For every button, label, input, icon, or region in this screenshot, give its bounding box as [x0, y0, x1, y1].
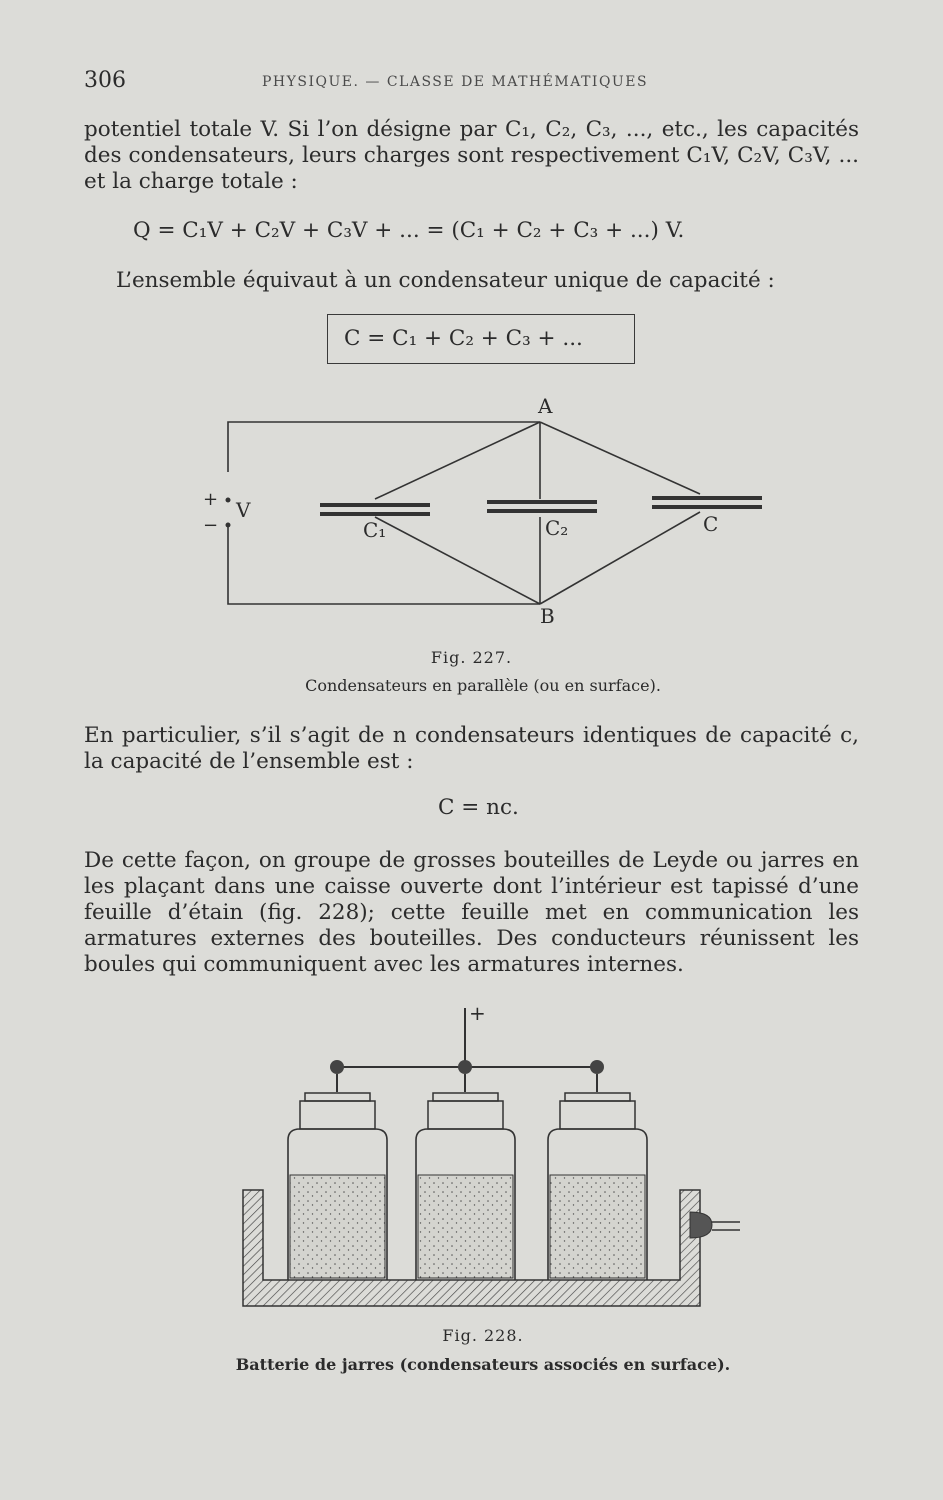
equivalence-sentence: L’ensemble équivaut à un condensateur unique de capacité : [116, 268, 775, 293]
particular-paragraph: En particulier, s’il s’agit de n condensateurs identiques de capacité c, la capacité de l’ensemble est : [84, 723, 859, 774]
leyde-jar-2 [416, 1060, 515, 1280]
running-title: PHYSIQUE. — CLASSE DE MATHÉMATIQUES [262, 74, 649, 90]
wire-c1-b [375, 517, 540, 604]
leyde-jar-1 [288, 1060, 387, 1280]
capacitor-c1-label: C₁ [363, 518, 387, 542]
capacitor-c3-label: C [703, 512, 719, 536]
leyde-jar-3 [548, 1060, 647, 1280]
equation-charge: Q = C₁V + C₂V + C₃V + ... = (C₁ + C₂ + C₃ + ...) V. [133, 218, 685, 243]
figure-227-title: Fig. 227. [430, 648, 513, 667]
figure-228-diagram [0, 1000, 943, 1320]
equation-n: C = nc. [438, 795, 519, 820]
wire-a-c1 [375, 422, 540, 499]
wire-top [228, 422, 540, 472]
terminal-plus [226, 498, 231, 503]
positive-label: + [469, 1001, 486, 1025]
terminal-minus [226, 523, 231, 528]
external-terminal [690, 1212, 712, 1238]
figure-228-caption: Batterie de jarres (condensateurs associés en surface). [235, 1355, 731, 1374]
minus-label: − [203, 515, 219, 536]
figure-227-caption: Condensateurs en parallèle (ou en surface). [305, 676, 661, 695]
node-b-label: B [540, 604, 555, 628]
boxed-formula: C = C₁ + C₂ + C₃ + ... [327, 314, 635, 364]
figure-227-diagram [0, 385, 943, 645]
wire-a-c3 [540, 422, 700, 494]
page-header [84, 68, 874, 98]
intro-paragraph: potentiel totale V. Si l’on désigne par C₁, C₂, C₃, ..., etc., les capacités des condensateurs, leurs charges sont respectivement C₁V, C₂V, C₃V, ... et la charge totale : [84, 117, 859, 194]
voltage-label: V [236, 498, 251, 522]
leyde-paragraph: De cette façon, on groupe de grosses bouteilles de Leyde ou jarres en les plaçant dans une caisse ouverte dont l’intérieur est tapissé d’une feuille d’étain (fig. 228); cette feuille met en communication les armatures externes des bouteilles. Des conducteurs réunissent les boules qui communiquent avec les armatures internes. [84, 848, 859, 977]
capacitor-c2-label: C₂ [545, 516, 569, 540]
page-number: 306 [84, 68, 126, 93]
figure-228-title: Fig. 228. [442, 1326, 524, 1345]
node-a-label: A [538, 394, 553, 418]
plus-label: + [203, 489, 219, 510]
